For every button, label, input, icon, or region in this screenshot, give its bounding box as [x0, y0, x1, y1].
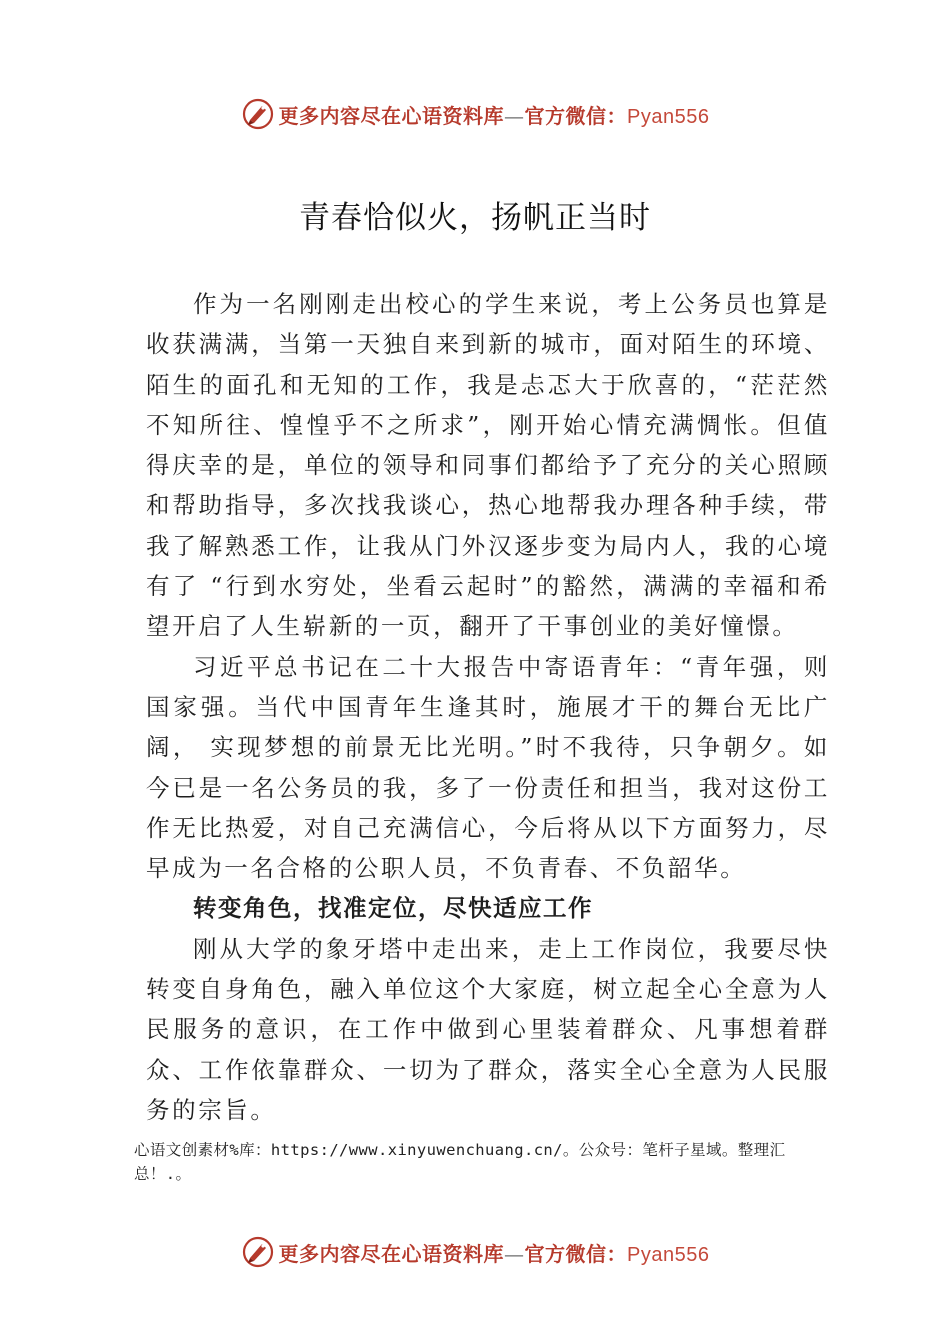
banner-dash: — [504, 1241, 525, 1266]
source-footnote: 心语文创素材%库：https://www.xinyuwenchuang.cn/。公众号：笔杆子星域。整理汇总！.。 [134, 1141, 786, 1183]
section-heading: 转变角色，找准定位，尽快适应工作 [193, 894, 593, 923]
banner-text [279, 100, 710, 129]
banner-wechat-id: Pyan556 [627, 1243, 710, 1266]
banner-wechat-label: 官方微信： [524, 1241, 628, 1266]
banner-wechat-label: 官方微信： [524, 103, 628, 128]
brush-logo-icon [241, 1235, 275, 1269]
body-paragraph: 习近平总书记在二十大报告中寄语青年：“青年强，则国家强。当代中国青年生逢其时，施展才干的舞台无比广阔， 实现梦想的前景无比光明。”时不我待，只争朝夕。如今已是一名公务员的我，多了一份责任和担当，我对这份工作无比热爱，对自己充满信心，今后将从以下方面努力，尽早成为一名合格的公职人员，不负青春、不负韶华。 [146, 652, 830, 883]
brush-logo-icon [241, 97, 275, 131]
document-title: 青春恰似火，扬帆正当时 [299, 200, 651, 236]
body-paragraph: 刚从大学的象牙塔中走出来，走上工作岗位，我要尽快转变自身角色，融入单位这个大家庭，树立起全心全意为人民服务的意识，在工作中做到心里装着群众、凡事想着群众、工作依靠群众、一切为了群众，落实全心全意为人民服务的宗旨。 [146, 934, 830, 1124]
banner-text [279, 1238, 710, 1267]
document-body [146, 284, 830, 1130]
body-paragraph: 作为一名刚刚走出校心的学生来说，考上公务员也算是收获满满，当第一天独自来到新的城市，面对陌生的环境、 陌生的面孔和无知的工作，我是忐忑大于欣喜的，“茫茫然不知所往、惶惶乎不之所求”，刚开始心情充满惆怅。但值得庆幸的是，单位的领导和同事们都给予了充分的关心照顾和帮助指导，多次找我谈心，热心地帮我办理各种手续，带我了解熟悉工作，让我从门外汉逐步变为局内人，我的心境有了 “行到水穷处，坐看云起时”的豁然，满满的幸福和希望开启了人生崭新的一页，翻开了干事创业的美好憧憬。 [146, 290, 830, 641]
banner-slogan: 更多内容尽在心语资料库 [278, 1241, 505, 1266]
footer-banner [0, 1232, 950, 1272]
header-banner [0, 94, 950, 134]
banner-wechat-id: Pyan556 [627, 105, 710, 128]
banner-slogan: 更多内容尽在心语资料库 [278, 103, 505, 128]
banner-dash: — [504, 103, 525, 128]
